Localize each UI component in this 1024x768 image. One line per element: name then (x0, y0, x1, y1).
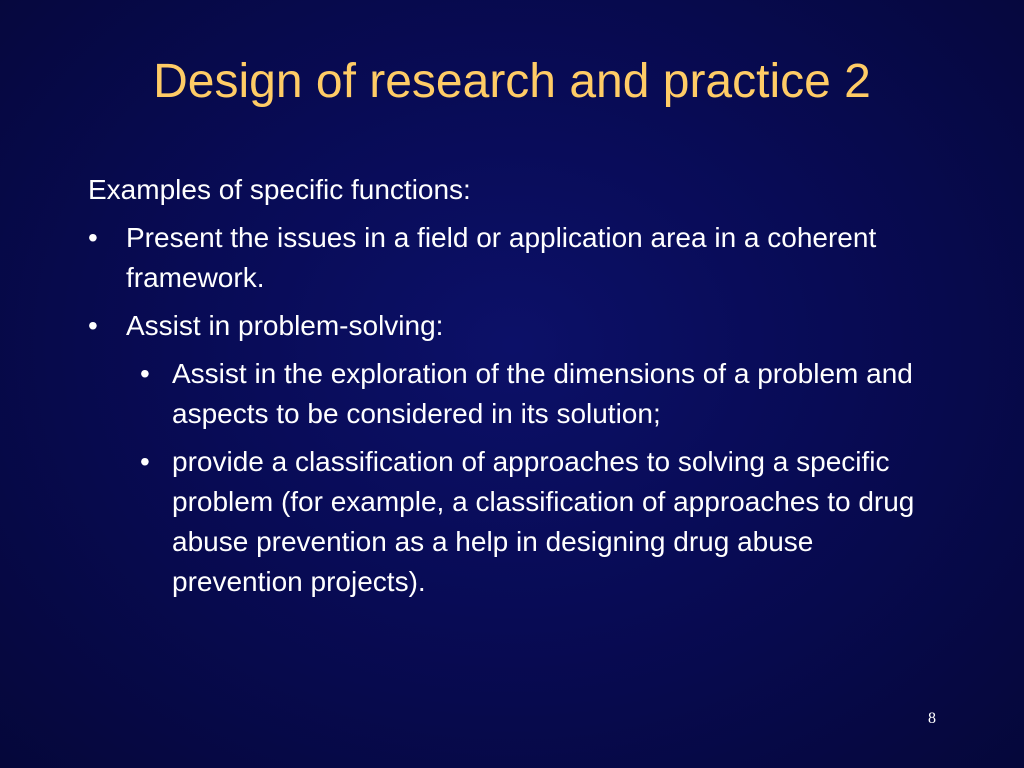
bullet-icon: • (140, 358, 150, 389)
bullet-icon: • (88, 222, 98, 253)
sub-bullet-text: provide a classification of approaches to solving a specific problem (for example, a classification of approaches to drug abuse prevention as a help in designing drug abuse prevention projects). (172, 446, 915, 597)
bullet-item (88, 218, 948, 298)
bullet-icon: • (140, 446, 150, 477)
sub-bullet-text: Assist in the exploration of the dimensions of a problem and aspects to be considered in its solution; (172, 358, 913, 429)
bullet-icon: • (88, 310, 98, 341)
intro-text: Examples of specific functions: (88, 174, 471, 205)
bullet-text: Present the issues in a field or application area in a coherent framework. (126, 222, 877, 293)
sub-bullet-item (88, 354, 948, 434)
sub-bullet-item (88, 442, 948, 602)
bullet-text: Assist in problem-solving: (126, 310, 444, 341)
page-number: 8 (928, 710, 936, 727)
bullet-item (88, 306, 948, 346)
slide-content (88, 170, 948, 610)
slide-title: Design of research and practice 2 (153, 55, 871, 108)
